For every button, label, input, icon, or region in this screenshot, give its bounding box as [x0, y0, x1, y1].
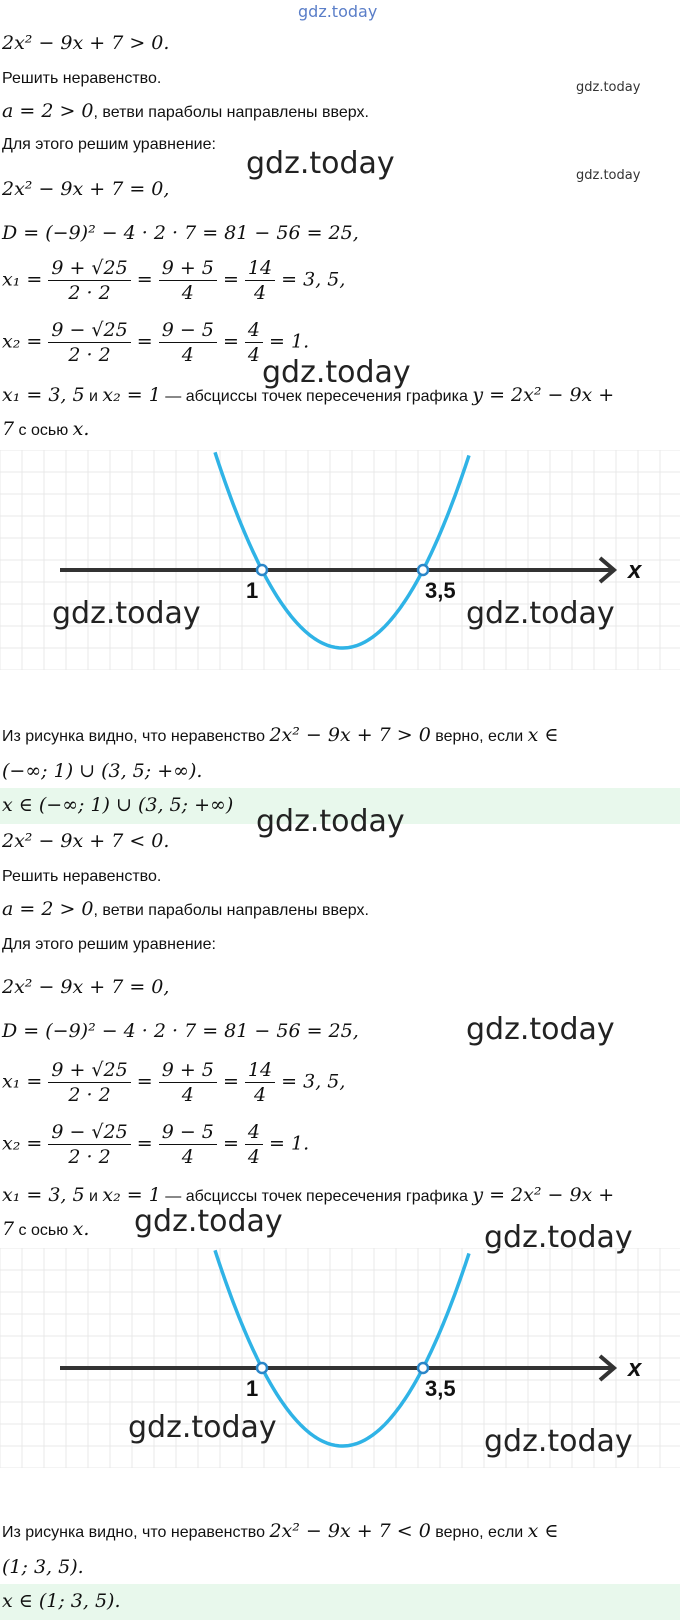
x2-lhs: x₂ =: [2, 330, 43, 353]
denominator: 4: [181, 282, 194, 304]
root-point-35: [418, 1363, 428, 1373]
numerator: 9 − √25: [48, 1120, 130, 1145]
fraction: [48, 1120, 130, 1169]
denominator: 4: [247, 1146, 260, 1168]
numerator: 4: [245, 318, 263, 343]
equation-intro-2: Для этого решим уравнение:: [2, 936, 216, 953]
fraction: [245, 256, 275, 305]
axis-label-x: x: [628, 1355, 642, 1382]
denominator: 2 · 2: [68, 282, 111, 304]
root-label-1: 1: [246, 1376, 259, 1401]
discriminant-2: D = (−9)² − 4 · 2 · 7 = 81 − 56 = 25,: [2, 1020, 359, 1042]
numerator: 4: [245, 1120, 263, 1145]
denominator: 4: [181, 1084, 194, 1106]
conclusion-text: Из рисунка видно, что неравенство: [2, 1524, 270, 1541]
equation-intro-1: Для этого решим уравнение:: [2, 136, 216, 153]
parabola-graph-1: [0, 450, 680, 670]
coef-text: , ветви параболы направлены вверх.: [93, 104, 369, 121]
denominator: 4: [253, 282, 267, 304]
coef-math: a = 2 > 0: [2, 100, 94, 122]
watermark-big: gdz.today: [134, 1204, 283, 1239]
x1-formula-2: x₁ = $\frac{9 + √25}{2 \cdot 2}$ = $\frac{9 + 5}{4}$ = $\frac{14}{4}$ = 3, 5,: [2, 1059, 346, 1106]
fraction: [159, 1058, 217, 1107]
conclusion-text2: верно, если: [430, 1524, 528, 1541]
conclusion-text: Из рисунка видно, что неравенство: [2, 728, 270, 745]
roots-line2-x: x.: [72, 418, 90, 440]
numerator: 14: [245, 1058, 275, 1083]
parabola-curve: [215, 452, 469, 648]
x1-lhs: x₁ =: [2, 268, 43, 291]
answer-1: x ∈ (−∞; 1) ∪ (3, 5; +∞): [2, 794, 234, 816]
conclusion-2: [2, 1520, 559, 1542]
watermark-big: gdz.today: [262, 355, 411, 390]
x1-formula-1: x₁ = $\frac{9 + √25}{2 \cdot 2}$ = $\frac{9 + 5}{4}$ = $\frac{14}{4}$ = 3, 5,: [2, 257, 346, 304]
inequality-1: 2x² − 9x + 7 > 0.: [2, 32, 170, 54]
roots-line2-text: с осью: [14, 1222, 73, 1239]
watermark-big: gdz.today: [246, 146, 395, 181]
conclusion-line2-2: (1; 3, 5).: [2, 1556, 84, 1578]
roots-line-2: [2, 1184, 614, 1206]
denominator: 4: [181, 1146, 194, 1168]
x2-formula-2: x₂ = $\frac{9 - √25}{2 \cdot 2}$ = $\frac{9 - 5}{4}$ = $\frac{4}{4}$ = 1.: [2, 1121, 310, 1168]
numerator: 9 + √25: [48, 256, 130, 281]
root-point-1: [257, 1363, 267, 1373]
watermark-big: gdz.today: [52, 596, 201, 631]
numerator: 9 − √25: [48, 318, 130, 343]
x2-formula-1: x₂ = $\frac{9 - √25}{2 \cdot 2}$ = $\frac{9 - 5}{4}$ = $\frac{4}{4}$ = 1.: [2, 319, 310, 366]
conclusion-math: 2x² − 9x + 7 > 0: [269, 724, 431, 746]
equation-2: 2x² − 9x + 7 = 0,: [2, 976, 170, 998]
roots-text: — абсциссы точек пересечения графика: [160, 388, 473, 405]
watermark-small: gdz.today: [576, 168, 641, 183]
x1-result: = 3, 5,: [281, 1070, 346, 1093]
conclusion-x: x ∈: [527, 724, 559, 746]
numerator: 9 − 5: [159, 1120, 217, 1145]
conclusion-text2: верно, если: [430, 728, 528, 745]
roots-line2-x: x.: [72, 1218, 90, 1240]
x2-lhs: x₂ =: [2, 1132, 43, 1155]
roots-and: и: [84, 388, 103, 405]
roots-line-1: [2, 384, 614, 406]
roots-and: и: [84, 1188, 103, 1205]
roots-line2-text: с осью: [14, 422, 73, 439]
roots-graph: y = 2x² − 9x +: [472, 384, 615, 406]
fraction: [159, 318, 217, 367]
fraction: [245, 318, 263, 367]
graph-grid: [0, 450, 680, 670]
roots-math2: x₂ = 1: [102, 384, 161, 406]
fraction: [245, 1058, 275, 1107]
roots-line2-2: [2, 1218, 89, 1240]
root-point-35: [418, 565, 428, 575]
watermark-big: gdz.today: [466, 596, 615, 631]
roots-line2-1: [2, 418, 89, 440]
fraction: [48, 318, 130, 367]
fraction: [159, 1120, 217, 1169]
x2-result: = 1.: [269, 330, 310, 353]
denominator: 4: [181, 344, 194, 366]
answer-box-2: [0, 1584, 680, 1620]
watermark-big: gdz.today: [484, 1424, 633, 1459]
fraction: [48, 1058, 130, 1107]
root-label-35: 3,5: [425, 1376, 456, 1401]
watermark-small: gdz.today: [576, 80, 641, 95]
coef-line-2: [2, 898, 369, 920]
inequality-2: 2x² − 9x + 7 < 0.: [2, 830, 170, 852]
top-watermark: gdz.today: [298, 2, 378, 21]
conclusion-x: x ∈: [527, 1520, 559, 1542]
x1-result: = 3, 5,: [281, 268, 346, 291]
denominator: 4: [247, 344, 260, 366]
solve-label-2: Решить неравенство.: [2, 868, 162, 885]
root-point-1: [257, 565, 267, 575]
numerator: 14: [245, 256, 275, 281]
watermark-big: gdz.today: [484, 1220, 633, 1255]
roots-text: — абсциссы точек пересечения графика: [160, 1188, 473, 1205]
root-label-35: 3,5: [425, 578, 456, 603]
roots-line2-math: 7: [2, 418, 15, 440]
conclusion-math: 2x² − 9x + 7 < 0: [269, 1520, 431, 1542]
coef-text: , ветви параболы направлены вверх.: [93, 902, 369, 919]
denominator: 2 · 2: [68, 1084, 111, 1106]
x1-lhs: x₁ =: [2, 1070, 43, 1093]
roots-math: x₁ = 3, 5: [2, 1184, 85, 1206]
coef-math: a = 2 > 0: [2, 898, 94, 920]
answer-2: x ∈ (1; 3, 5).: [2, 1590, 121, 1612]
numerator: 9 + 5: [159, 1058, 217, 1083]
watermark-big: gdz.today: [256, 804, 405, 839]
equation-1: 2x² − 9x + 7 = 0,: [2, 178, 170, 200]
fraction: [245, 1120, 263, 1169]
conclusion-1: [2, 724, 559, 746]
numerator: 9 + 5: [159, 256, 217, 281]
x2-result: = 1.: [269, 1132, 310, 1155]
denominator: 2 · 2: [68, 344, 111, 366]
roots-math: x₁ = 3, 5: [2, 384, 85, 406]
fraction: [159, 256, 217, 305]
watermark-big: gdz.today: [128, 1410, 277, 1445]
conclusion-line2-1: (−∞; 1) ∪ (3, 5; +∞).: [2, 760, 203, 782]
roots-line2-math: 7: [2, 1218, 15, 1240]
root-label-1: 1: [246, 578, 259, 603]
axis-label-x: x: [628, 557, 642, 584]
solve-label-1: Решить неравенство.: [2, 70, 162, 87]
coef-line-1: [2, 100, 369, 122]
fraction: [48, 256, 130, 305]
roots-math2: x₂ = 1: [102, 1184, 161, 1206]
numerator: 9 − 5: [159, 318, 217, 343]
watermark-big: gdz.today: [466, 1012, 615, 1047]
roots-graph: y = 2x² − 9x +: [472, 1184, 615, 1206]
denominator: 4: [253, 1084, 267, 1106]
numerator: 9 + √25: [48, 1058, 130, 1083]
discriminant-1: D = (−9)² − 4 · 2 · 7 = 81 − 56 = 25,: [2, 222, 359, 244]
denominator: 2 · 2: [68, 1146, 111, 1168]
